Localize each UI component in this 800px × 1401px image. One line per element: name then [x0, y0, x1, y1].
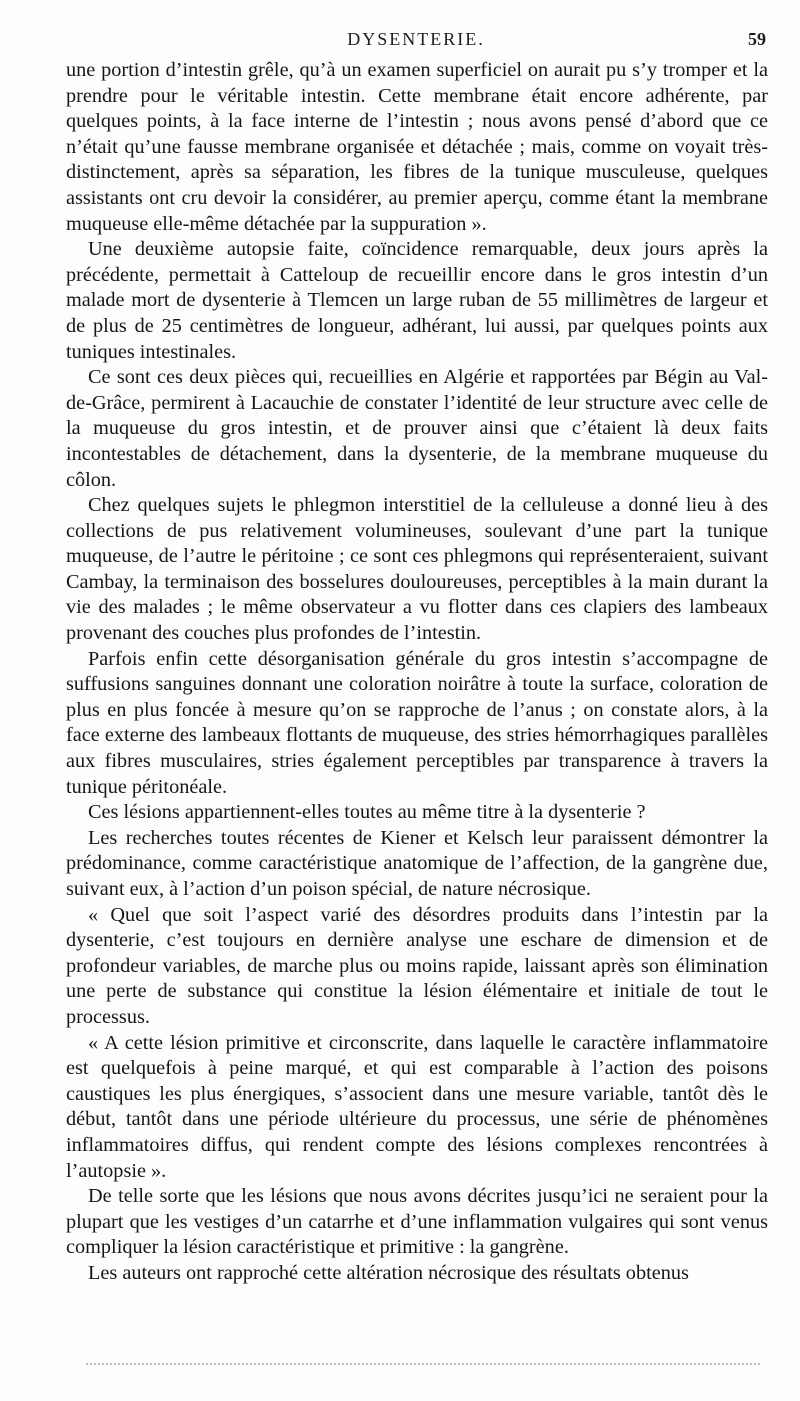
footer-rule: [86, 1363, 760, 1365]
paragraph: Ce sont ces deux pièces qui, recueillies en Algérie et rapportées par Bégin au Val-de-Grâce, permirent à Lacauchie de constater l’identité de leur structure avec celle de la muqueuse du gros intestin, et de prouver ainsi que c’étaient là deux faits incontestables de détachement, dans la dysenterie, de la membrane muqueuse du côlon.: [66, 366, 768, 491]
paragraph: De telle sorte que les lésions que nous avons décrites jusqu’ici ne seraient pour la plupart que les vestiges d’un catarrhe et d’une inflammation vulgaires qui sont venus compliquer la lésion caractéristique et primitive : la gangrène.: [66, 1185, 768, 1259]
page-header: [66, 29, 766, 55]
paragraph: Chez quelques sujets le phlegmon interstitiel de la celluleuse a donné lieu à des collections de pus relativement volumineuses, soulevant d’une part la tunique muqueuse, de l’autre le péritoine ; ce sont ces phlegmons qui représenteraient, suivant Cambay, la terminaison des bosselures douloureuses, perceptibles à la main durant la vie des malades ; le même observateur a vu flotter dans ces clapiers des lambeaux provenant des couches plus profondes de l’intestin.: [66, 494, 768, 645]
quoted-paragraph: « Quel que soit l’aspect varié des désordres produits dans l’intestin par la dysenterie, c’est toujours en dernière analyse une eschare de dimension et de profondeur variables, de marche plus ou moins rapide, laissant après son élimination une perte de substance qui constitue la lésion élémentaire et initiale de tout le processus.: [66, 903, 768, 1028]
paragraph: Les recherches toutes récentes de Kiener et Kelsch leur paraissent démontrer la prédominance, comme caractéristique anatomique de l’affection, de la gangrène due, suivant eux, à l’action d’un poison spécial, de nature nécrosique.: [66, 826, 768, 900]
paragraph: Ces lésions appartiennent-elles toutes au même titre à la dysenterie ?: [88, 801, 646, 824]
quoted-paragraph: « A cette lésion primitive et circonscrite, dans laquelle le caractère inflammatoire est quelquefois à peine marqué, et qui est comparable à l’action des poisons caustiques les plus énergiques, s’associent dans une mesure variable, tantôt dès le début, tantôt dans une période ultérieure du processus, une série de phénomènes inflammatoires diffus, qui rendent compte des lésions complexes rencontrées à l’autopsie ».: [66, 1031, 768, 1182]
body-text: [66, 58, 768, 1287]
running-title: DYSENTERIE.: [347, 29, 485, 49]
paragraph: Parfois enfin cette désorganisation générale du gros intestin s’accompagne de suffusions sanguines donnant une coloration noirâtre à toute la surface, coloration de plus en plus foncée à mesure qu’on se rapproche de l’anus ; on constate alors, à la face externe des lambeaux flottants de muqueuse, des stries hémorrhagiques parallèles aux fibres musculaires, stries également perceptibles par transparence à travers la tunique péritonéale.: [66, 647, 768, 798]
paragraph: une portion d’intestin grêle, qu’à un examen superficiel on aurait pu s’y tromper et la prendre pour le véritable intestin. Cette membrane était encore adhérente, par quelques points, à la face interne de l’intestin ; nous avons pensé d’abord que ce n’était qu’une fausse membrane organisée et détachée ; mais, comme on voyait très-distinctement, après sa séparation, les fibres de la tunique musculeuse, quelques assistants ont cru devoir la considérer, au premier aperçu, comme étant la membrane muqueuse elle-même détachée par la suppuration ».: [66, 59, 768, 235]
page-number: 59: [748, 29, 766, 49]
paragraph: Une deuxième autopsie faite, coïncidence remarquable, deux jours après la précédente, permettait à Catteloup de recueillir encore dans le gros intestin d’un malade mort de dysenterie à Tlemcen un large ruban de 55 millimètres de largeur et de plus de 25 centimètres de longueur, adhérant, lui aussi, par quelques points aux tuniques intestinales.: [66, 238, 768, 363]
paragraph: Les auteurs ont rapproché cette altération nécrosique des résultats obtenus: [88, 1261, 689, 1284]
